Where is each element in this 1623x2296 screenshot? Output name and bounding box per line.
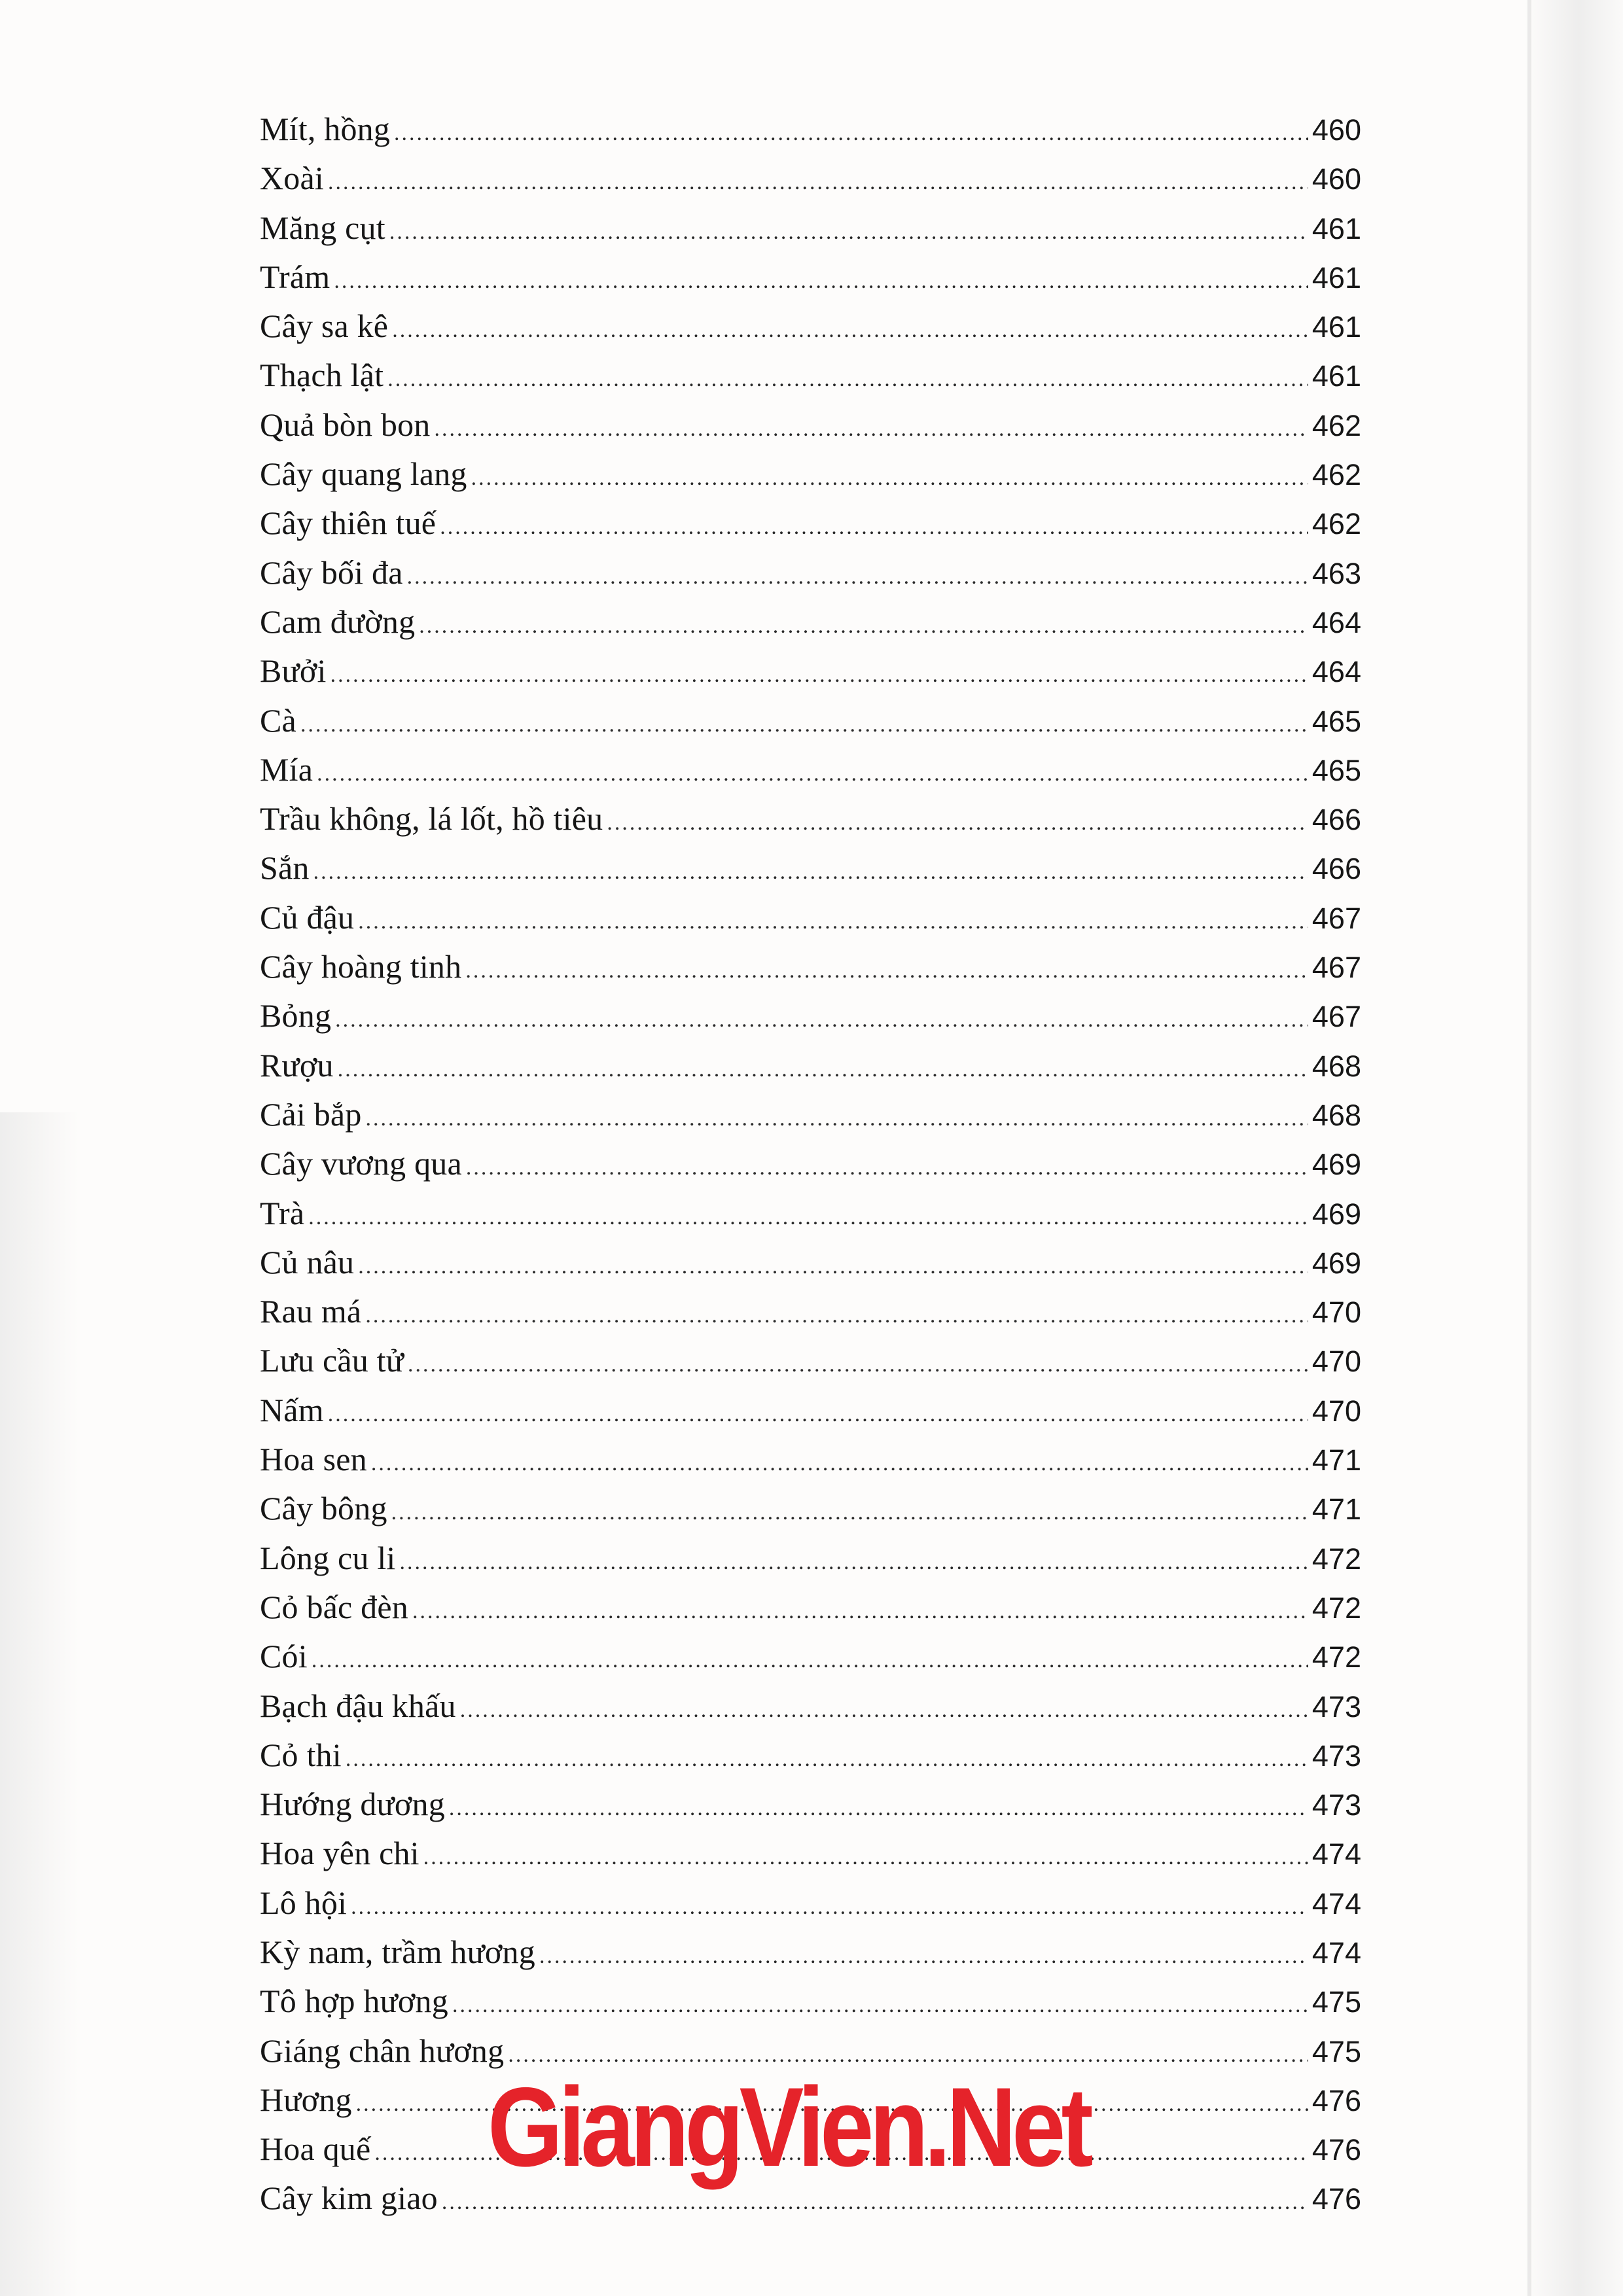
toc-entry-page-number: 464 <box>1311 655 1361 689</box>
toc-entry-page-number: 462 <box>1311 408 1361 442</box>
toc-dot-leader <box>471 453 1308 503</box>
toc-entry <box>260 351 1361 400</box>
toc-entry-page-number: 476 <box>1311 2133 1361 2167</box>
toc-entry-title: Củ đậu <box>260 898 355 936</box>
toc-dot-leader <box>308 1193 1308 1242</box>
toc-entry-title: Hướng dương <box>260 1786 445 1823</box>
toc-entry-page-number: 465 <box>1311 753 1361 787</box>
toc-entry <box>260 1879 1361 1928</box>
toc-entry <box>260 1780 1361 1829</box>
toc-entry-page-number: 464 <box>1311 605 1361 639</box>
page-left-shadow <box>0 1112 79 2296</box>
toc-dot-leader <box>313 847 1308 896</box>
toc-entry <box>260 646 1361 696</box>
toc-entry <box>260 597 1361 646</box>
toc-entry-title: Thạch lật <box>260 357 384 394</box>
toc-entry-title: Lông cu li <box>260 1539 396 1576</box>
toc-entry <box>260 696 1361 745</box>
toc-entry-title: Cỏ bấc đèn <box>260 1588 408 1625</box>
toc-entry-page-number: 469 <box>1311 1246 1361 1280</box>
toc-entry-page-number: 460 <box>1311 162 1361 196</box>
toc-entry-title: Cói <box>260 1638 308 1675</box>
toc-dot-leader <box>317 749 1308 798</box>
toc-dot-leader <box>466 1143 1308 1192</box>
toc-entry <box>260 1386 1361 1435</box>
toc-dot-leader <box>328 1390 1308 1439</box>
toc-entry <box>260 1632 1361 1681</box>
toc-entry-title: Cây vương qua <box>260 1145 462 1182</box>
toc-dot-leader <box>358 897 1308 946</box>
toc-entry-title: Sắn <box>260 849 310 887</box>
toc-entry <box>260 1484 1361 1533</box>
toc-entry <box>260 450 1361 499</box>
toc-entry-title: Cây kim giao <box>260 2180 438 2217</box>
toc-entry-page-number: 468 <box>1311 1049 1361 1083</box>
toc-entry-title: Hoa quế <box>260 2130 371 2168</box>
toc-entry-page-number: 473 <box>1311 1739 1361 1773</box>
toc-entry <box>260 843 1361 892</box>
toc-dot-leader <box>365 1291 1308 1340</box>
toc-entry-title: Hoa yên chi <box>260 1835 419 1872</box>
toc-entry-title: Cỏ thi <box>260 1736 342 1773</box>
toc-entry-page-number: 462 <box>1311 458 1361 492</box>
watermark-logo: GiangVien.Net <box>488 2064 1089 2190</box>
toc-entry <box>260 154 1361 203</box>
toc-entry-title: Kỳ nam, trầm hương <box>260 1933 535 1970</box>
toc-entry <box>260 302 1361 351</box>
toc-entry <box>260 1287 1361 1336</box>
table-of-contents <box>260 105 1361 2223</box>
toc-entry-page-number: 469 <box>1311 1148 1361 1182</box>
toc-entry-page-number: 465 <box>1311 704 1361 738</box>
toc-entry-page-number: 474 <box>1311 1886 1361 1920</box>
toc-dot-leader <box>394 109 1308 158</box>
toc-entry-title: Cải bắp <box>260 1095 362 1133</box>
toc-dot-leader <box>351 1882 1308 1932</box>
toc-entry-title: Cây sa kê <box>260 308 389 345</box>
toc-entry <box>260 1090 1361 1139</box>
toc-entry <box>260 400 1361 450</box>
toc-entry-page-number: 461 <box>1311 359 1361 393</box>
toc-entry <box>260 1139 1361 1188</box>
toc-entry-title: Bỏng <box>260 997 332 1034</box>
toc-entry <box>260 1041 1361 1090</box>
toc-entry <box>260 1534 1361 1583</box>
page-edge-shadow <box>1525 0 1623 2296</box>
toc-dot-leader <box>300 700 1308 749</box>
toc-entry-title: Tô hợp hương <box>260 1983 448 2020</box>
toc-entry-title: Trám <box>260 258 330 295</box>
toc-entry-page-number: 469 <box>1311 1197 1361 1231</box>
toc-dot-leader <box>440 503 1308 552</box>
toc-entry-page-number: 473 <box>1311 1689 1361 1723</box>
toc-entry <box>260 1928 1361 1977</box>
toc-entry-title: Giáng chân hương <box>260 2032 505 2069</box>
toc-entry <box>260 893 1361 942</box>
toc-dot-leader <box>412 1587 1308 1636</box>
toc-entry <box>260 991 1361 1040</box>
toc-dot-leader <box>435 404 1308 453</box>
toc-dot-leader <box>346 1735 1308 1784</box>
toc-entry-title: Củ nâu <box>260 1243 355 1280</box>
toc-entry-page-number: 466 <box>1311 852 1361 886</box>
toc-dot-leader <box>391 1488 1308 1537</box>
toc-entry-title: Nấm <box>260 1391 324 1428</box>
toc-dot-leader <box>389 207 1308 256</box>
toc-entry-page-number: 476 <box>1311 2182 1361 2216</box>
toc-entry-title: Rượu <box>260 1046 334 1084</box>
toc-dot-leader <box>392 306 1308 355</box>
toc-dot-leader <box>539 1932 1308 1981</box>
toc-entry-page-number: 470 <box>1311 1345 1361 1379</box>
toc-entry-page-number: 471 <box>1311 1443 1361 1477</box>
toc-entry-title: Trầu không, lá lốt, hồ tiêu <box>260 800 603 838</box>
toc-entry <box>260 1336 1361 1385</box>
toc-dot-leader <box>400 1538 1308 1587</box>
toc-entry-title: Cây hoàng tinh <box>260 948 462 985</box>
toc-entry-title: Cây bối đa <box>260 554 403 591</box>
toc-dot-leader <box>387 355 1308 404</box>
toc-entry-title: Bưởi <box>260 652 327 690</box>
toc-entry <box>260 1731 1361 1780</box>
toc-entry-title: Cây thiên tuế <box>260 504 437 542</box>
toc-entry-title: Rau má <box>260 1293 362 1330</box>
toc-entry-page-number: 461 <box>1311 310 1361 344</box>
toc-dot-leader <box>419 601 1308 650</box>
toc-entry-page-number: 472 <box>1311 1542 1361 1576</box>
toc-entry-page-number: 471 <box>1311 1492 1361 1527</box>
toc-entry-page-number: 467 <box>1311 901 1361 935</box>
toc-entry-title: Cam đường <box>260 603 416 640</box>
toc-dot-leader <box>465 946 1308 995</box>
toc-dot-leader <box>408 1340 1308 1389</box>
toc-entry-page-number: 474 <box>1311 1935 1361 1969</box>
toc-entry-page-number: 463 <box>1311 556 1361 590</box>
toc-entry-title: Lưu cầu tử <box>260 1342 404 1379</box>
toc-entry <box>260 1238 1361 1287</box>
toc-entry-page-number: 466 <box>1311 803 1361 837</box>
toc-dot-leader <box>452 1981 1308 2030</box>
toc-entry-title: Hương <box>260 2081 352 2118</box>
toc-entry-page-number: 467 <box>1311 951 1361 985</box>
toc-entry-title: Mía <box>260 751 313 788</box>
toc-entry-page-number: 461 <box>1311 211 1361 245</box>
toc-dot-leader <box>371 1439 1308 1488</box>
toc-entry <box>260 942 1361 991</box>
toc-dot-leader <box>366 1094 1308 1143</box>
toc-entry <box>260 1977 1361 2026</box>
toc-entry <box>260 1189 1361 1238</box>
toc-entry-title: Bạch đậu khấu <box>260 1687 456 1724</box>
toc-entry <box>260 548 1361 597</box>
toc-entry <box>260 1583 1361 1632</box>
toc-entry-page-number: 474 <box>1311 1837 1361 1871</box>
toc-entry-page-number: 476 <box>1311 2083 1361 2117</box>
toc-entry-page-number: 473 <box>1311 1788 1361 1822</box>
toc-entry-page-number: 460 <box>1311 113 1361 147</box>
toc-entry-page-number: 461 <box>1311 260 1361 294</box>
toc-dot-leader <box>460 1686 1308 1735</box>
toc-dot-leader <box>335 995 1308 1044</box>
toc-dot-leader <box>607 798 1308 847</box>
toc-entry-title: Quả bòn bon <box>260 406 431 443</box>
toc-entry <box>260 253 1361 302</box>
toc-entry-page-number: 470 <box>1311 1394 1361 1428</box>
toc-entry-title: Cà <box>260 701 296 739</box>
toc-dot-leader <box>334 256 1308 306</box>
toc-entry-title: Trà <box>260 1194 305 1231</box>
toc-dot-leader <box>330 650 1308 699</box>
toc-entry <box>260 1435 1361 1484</box>
toc-entry-title: Măng cụt <box>260 209 385 246</box>
toc-entry-page-number: 475 <box>1311 1985 1361 2019</box>
toc-entry-title: Cây bông <box>260 1490 387 1527</box>
toc-dot-leader <box>423 1833 1308 1882</box>
toc-dot-leader <box>407 552 1308 601</box>
toc-entry <box>260 105 1361 154</box>
toc-entry-page-number: 462 <box>1311 507 1361 541</box>
toc-dot-leader <box>449 1784 1308 1833</box>
toc-entry <box>260 499 1361 548</box>
toc-entry-page-number: 468 <box>1311 1098 1361 1132</box>
toc-entry-title: Xoài <box>260 160 324 197</box>
toc-entry-page-number: 467 <box>1311 1000 1361 1034</box>
toc-entry <box>260 1682 1361 1731</box>
toc-dot-leader <box>338 1045 1308 1094</box>
toc-dot-leader <box>312 1636 1308 1685</box>
toc-entry-title: Cây quang lang <box>260 455 467 493</box>
toc-entry <box>260 203 1361 253</box>
toc-entry-title: Mít, hồng <box>260 111 391 147</box>
toc-dot-leader <box>328 158 1308 207</box>
toc-entry-page-number: 472 <box>1311 1640 1361 1674</box>
toc-entry-page-number: 475 <box>1311 2034 1361 2068</box>
toc-entry-title: Hoa sen <box>260 1441 367 1478</box>
toc-entry <box>260 1829 1361 1878</box>
toc-entry-title: Lô hội <box>260 1884 348 1921</box>
page-edge-line <box>1527 0 1531 2296</box>
toc-dot-leader <box>358 1242 1308 1291</box>
toc-entry <box>260 745 1361 794</box>
toc-entry <box>260 794 1361 843</box>
toc-entry-page-number: 472 <box>1311 1591 1361 1625</box>
toc-entry-page-number: 470 <box>1311 1296 1361 1330</box>
